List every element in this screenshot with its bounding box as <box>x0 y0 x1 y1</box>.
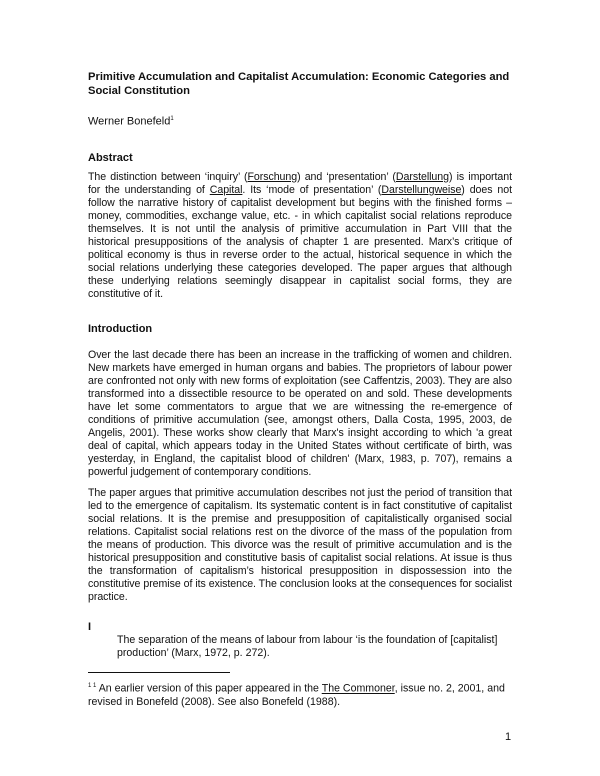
term-darstellung: Darstellung <box>395 171 449 183</box>
term-darstellungweise: Darstellungweise <box>381 184 462 196</box>
footnote-divider <box>88 672 230 673</box>
term-forschung: Forschung <box>247 171 298 183</box>
page-number: 1 <box>505 731 512 743</box>
footnote-mark: 1 1 <box>88 683 97 689</box>
introduction-paragraph-1: Over the last decade there has been an increase in the trafficking of women and children. New markets have emerged in human organs and babies. The proprietors of labour power are confronted not only with new forms of exploitation (see Caffentzis, 2003). They are also transformed into a dissectible resource to be operated on and sold. These developments have let some commentators to argue that we are witnessing the re-emergence of conditions of primitive accumulation (see, amongst others, Dalla Costa, 1995, 2003, de Angelis, 2001). These works show clearly that Marx's insight according to which 'a great deal of capital, which appears today in the United States without certificate of birth, was yesterday, in England, the capitalist blood of children' (Marx, 1983, p. 707), remains a powerful judgement of contemporary conditions. <box>88 349 512 478</box>
abstract-heading: Abstract <box>88 152 133 164</box>
term-capital: Capital <box>209 184 243 196</box>
author-name: Werner Bonefeld <box>88 115 171 128</box>
introduction-heading: Introduction <box>88 323 153 335</box>
author-footnote-mark[interactable]: 1 <box>170 116 174 122</box>
section-numeral: I <box>88 621 92 633</box>
author-line <box>88 112 174 129</box>
paper-title: Primitive Accumulation and Capitalist Accumulation: Economic Categories and Social Constitution <box>88 71 510 97</box>
footnote-link-the-commoner[interactable]: The Commoner <box>321 682 395 695</box>
abstract-paragraph: The distinction between ‘inquiry’ (Forschung) and ‘presentation’ (Darstellung) is important for the understanding of Capital. Its ‘mode of presentation’ (Darstellungweise) does not follow the narrative history of capitalist development but begins with the finished forms – money, commodities, exchange value, etc. - in which capitalist social relations reproduce themselves. It is not until the analysis of primitive accumulation in Part VIII that the historical presuppositions of the analysis of chapter 1 are presented. Marx’s critique of political economy is thus in reverse order to the actual, historical sequence in which the social relations underlying these categories developed. The paper argues that although these underlying relations seemingly disappear in capitalist social forms, they are constitutive of it. <box>88 171 512 300</box>
introduction-paragraph-2: The paper argues that primitive accumulation describes not just the period of transition that led to the emergence of capitalism. Its systematic content is in fact constitutive of capitalist social relations. It is the premise and presupposition of capitalistically organised social relations. Capitalist social relations rest on the divorce of the mass of the population from the means of production. This divorce was the result of primitive accumulation and is the historical presupposition and constitutive basis of capitalist social relations. At issue is thus the transformation of capitalism’s historical presupposition in dispossession into the constitutive premise of its existence. The conclusion looks at the consequences for socialist practice. <box>88 487 512 603</box>
footnote: $^{1 1}$ An earlier version of this paper appeared in the The Commoner, issue no. 2, 2001, and revised in Bonefeld (2008). See also Bonefeld (1988). <box>88 682 505 708</box>
section-quote: The separation of the means of labour from labour ‘is the foundation of [capitalist] production’ (Marx, 1972, p. 272). <box>117 634 498 659</box>
